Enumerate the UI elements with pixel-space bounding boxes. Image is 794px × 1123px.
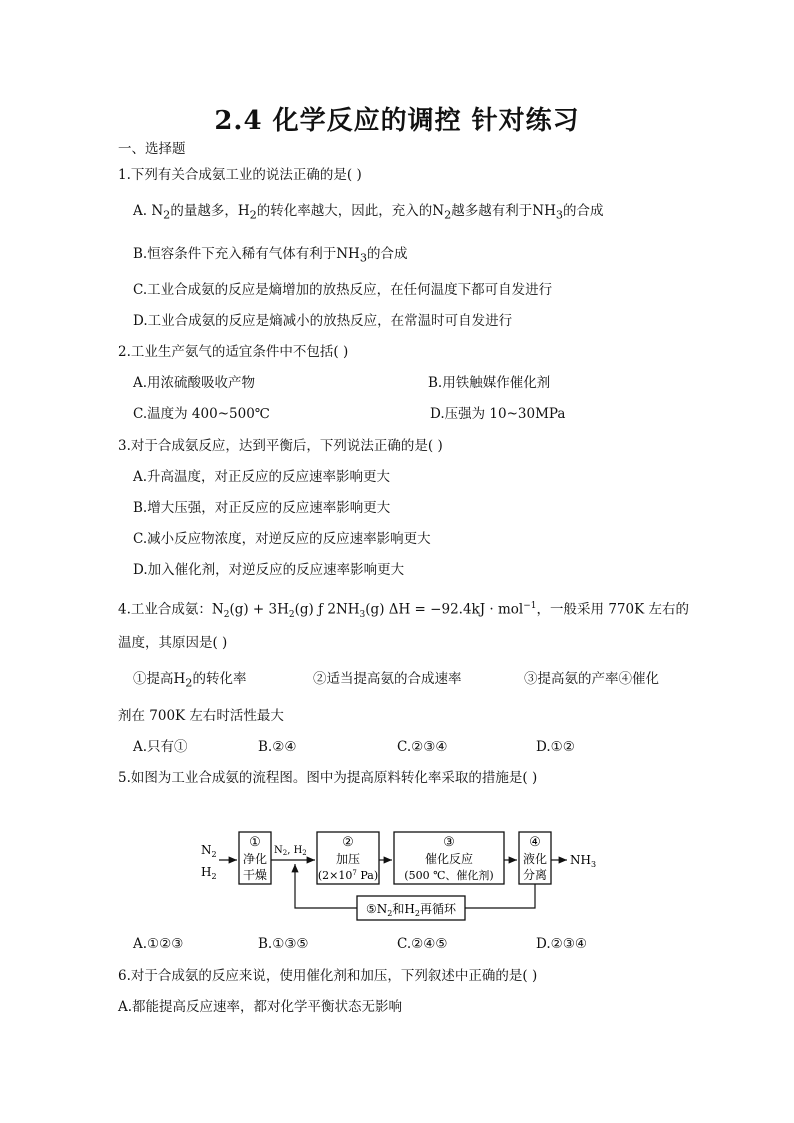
step-2-pressure: ($2\times 10^7$ Pa) xyxy=(317,869,379,882)
question-1-option-c: C.工业合成氨的反应是熵增加的放热反应，在任何温度下都可自发进行 xyxy=(133,282,553,298)
question-2-option-d: D.压强为 10~30MPa xyxy=(430,406,566,422)
output-nh3-label: $NH_3$ xyxy=(570,853,597,869)
step-5-recycle-label: $⑤N_2$和$H_2$再循环 xyxy=(366,902,456,918)
question-2-stem: 2.工业生产氨气的适宜条件中不包括( ) xyxy=(118,344,349,360)
question-6-option-a: A.都能提高反应速率，都对化学平衡状态无影响 xyxy=(118,999,403,1015)
question-4-stem-line-1: 4.工业合成氨：$N_2(g) + 3H_2(g)$ ƒ $2NH_3(g) \Delta H = -92.4kJ \cdot mol^{-1}$，一般采用 770K 左右的 xyxy=(118,601,689,621)
question-5-stem: 5.如图为工业合成氨的流程图。图中为提高原料转化率采取的措施是( ) xyxy=(118,770,538,786)
question-5-option-b: B.①③⑤ xyxy=(258,936,309,952)
question-2-option-b: B.用铁触媒作催化剂 xyxy=(428,375,551,391)
question-4-option-c: C.②③④ xyxy=(397,739,448,755)
question-1-stem: 1.下列有关合成氨工业的说法正确的是( ) xyxy=(118,167,362,183)
input-h2-label: $H_2$ xyxy=(201,865,217,881)
step-3-label: 催化反应 xyxy=(424,852,474,866)
question-2-option-c: C.温度为 400~500℃ xyxy=(133,406,270,422)
question-3-option-b: B.增大压强，对正反应的反应速率影响更大 xyxy=(133,500,391,516)
question-4-stem-line-4: 剂在 700K 左右时活性最大 xyxy=(118,708,284,724)
question-5-option-d: D.②③④ xyxy=(536,936,587,952)
question-4-choice-1: ①提高$H_2$的转化率 xyxy=(133,671,247,690)
question-4-stem-line-2: 温度，其原因是( ) xyxy=(118,635,228,651)
question-2-option-a: A.用浓硫酸吸收产物 xyxy=(133,375,256,391)
step-4-label-line-2: 分离 xyxy=(522,868,548,882)
step-3-conditions: (500 ℃、催化剂) xyxy=(404,869,494,882)
question-4-option-d: D.①② xyxy=(536,739,575,755)
question-3-option-d: D.加入催化剂，对逆反应的反应速率影响更大 xyxy=(133,562,405,578)
step-1-number: ① xyxy=(249,835,261,850)
step-4-label-line-1: 液化 xyxy=(522,852,548,866)
step-4-number: ④ xyxy=(529,835,541,850)
question-5-option-c: C.②④⑤ xyxy=(397,936,448,952)
question-6-stem: 6.对于合成氨的反应来说，使用催化剂和加压，下列叙述中正确的是( ) xyxy=(118,968,538,984)
section-heading: 一、选择题 xyxy=(118,141,186,157)
step-1-label-line-1: 净化 xyxy=(242,852,268,866)
question-1-option-a: A. $N_2$的量越多，$H_2$的转化率越大，因此，充入的$N_2$越多越有利于$NH_3$的合成 xyxy=(133,203,604,222)
question-4-choice-2: ②适当提高氨的合成速率 xyxy=(313,671,462,687)
step-2-number: ② xyxy=(342,835,354,850)
question-3-option-a: A.升高温度，对正反应的反应速率影响更大 xyxy=(133,469,391,485)
question-3-option-c: C.减小反应物浓度，对逆反应的反应速率影响更大 xyxy=(133,531,431,547)
question-4-choice-3-4: ③提高氨的产率④催化 xyxy=(524,671,659,687)
page-title: 2.4 化学反应的调控 针对练习 xyxy=(214,106,580,136)
question-1-option-b: B.恒容条件下充入稀有气体有利于$NH_3$的合成 xyxy=(133,246,408,265)
step-3-number: ③ xyxy=(443,835,455,850)
question-1-option-d: D.工业合成氨的反应是熵减小的放热反应，在常温时可自发进行 xyxy=(133,313,513,329)
question-4-option-b: B.②④ xyxy=(258,739,297,755)
question-5-option-a: A.①②③ xyxy=(133,936,184,952)
step-2-label: 加压 xyxy=(335,852,361,866)
step-1-label-line-2: 干燥 xyxy=(242,868,268,882)
question-4-option-a: A.只有① xyxy=(133,739,188,755)
question-3-stem: 3.对于合成氨反应，达到平衡后，下列说法正确的是( ) xyxy=(118,438,443,454)
ammonia-process-flowchart xyxy=(195,826,615,922)
input-n2-label: $N_2$ xyxy=(201,843,217,859)
n2-h2-stream-label: $N_2$, $H_2$ xyxy=(274,845,307,857)
